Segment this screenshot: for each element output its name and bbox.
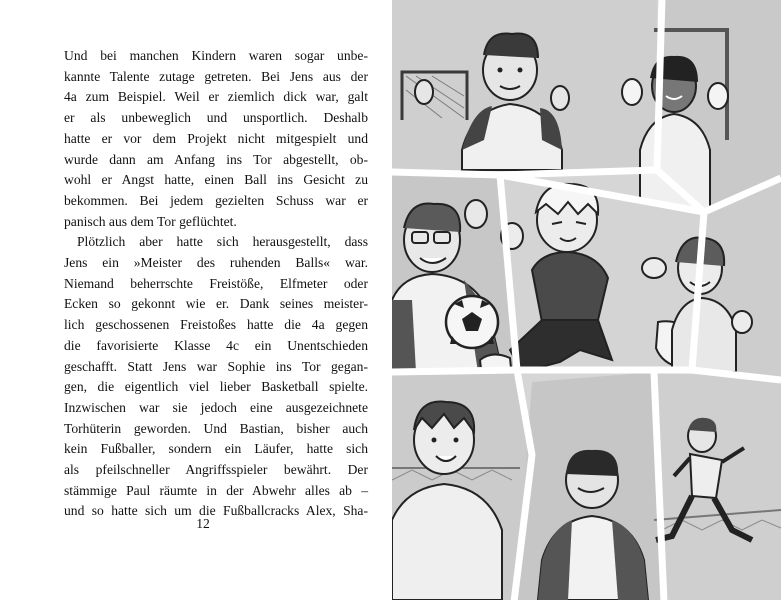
text-line: gen, die eigentlich viel lieber Basketball spielte. xyxy=(64,379,368,395)
text-line: als pfeilschneller Angriffsspieler bewährt. Der xyxy=(64,462,368,478)
text-line: Plötzlich aber hatte sich herausgestellt, dass xyxy=(77,234,368,250)
panel-runner xyxy=(654,372,781,600)
text-line: wurde dann am Anfang ins Tor abgestellt, ob- xyxy=(64,151,368,167)
text-line: die favorisierte Klasse 4c ein Unentschieden xyxy=(64,337,368,353)
paragraph-2 xyxy=(64,232,368,522)
text-line: panisch aus dem Tor geflüchtet. xyxy=(64,213,237,229)
text-line: Und bei manchen Kindern waren sogar unbe- xyxy=(64,48,368,63)
text-line: lich geschossenen Freistoßes hatte die 4a gegen xyxy=(64,317,368,333)
text-line: er als unbeweglich und unsportlich. Deshalb xyxy=(64,110,368,126)
text-line: Ecken so gekonnt wie er. Dank seines meister- xyxy=(64,296,368,312)
text-line: kannte Talente zutage getreten. Bei Jens aus der xyxy=(64,68,368,84)
body-text xyxy=(64,46,368,522)
text-line: wohl er Angst hatte, einen Ball ins Gesicht zu xyxy=(64,172,368,188)
panel-boy-bottom-center xyxy=(516,372,664,600)
text-line: 4a zum Beispiel. Weil er ziemlich dick war, galt xyxy=(64,89,368,105)
text-line: Torhüterin geworden. Und Bastian, bisher auch xyxy=(64,420,368,436)
text-line: Niemand beherrschte Freistöße, Elfmeter oder xyxy=(64,275,368,291)
comic-illustration xyxy=(392,0,781,600)
panel-boy-goal xyxy=(392,0,657,170)
illustration-page xyxy=(392,0,781,600)
panel-boy-bottom-left xyxy=(392,372,532,600)
text-line: hatte er vor dem Projekt nicht mitgespielt und xyxy=(64,130,368,146)
text-line: bekommen. Bei jedem gezielten Schuss war er xyxy=(64,192,368,208)
text-line: kein Fußballer, sondern ein Läufer, hatte sich xyxy=(64,441,368,457)
soccer-ball xyxy=(446,296,498,348)
text-line: Inzwischen war sie jedoch eine ausgezeichnete xyxy=(64,399,368,415)
text-line: stämmige Paul räumte in der Abwehr alles ab – xyxy=(64,482,368,498)
page-number: 12 xyxy=(196,516,210,531)
text-line: geschafft. Statt Jens war Sophie ins Tor gegan- xyxy=(64,358,368,374)
text-line: Jens ein »Meister des ruhenden Balls« war. xyxy=(64,255,368,271)
paragraph-1 xyxy=(64,46,368,232)
text-line: und so hatte sich um die Fußballcracks Alex, Sha- xyxy=(64,503,368,519)
